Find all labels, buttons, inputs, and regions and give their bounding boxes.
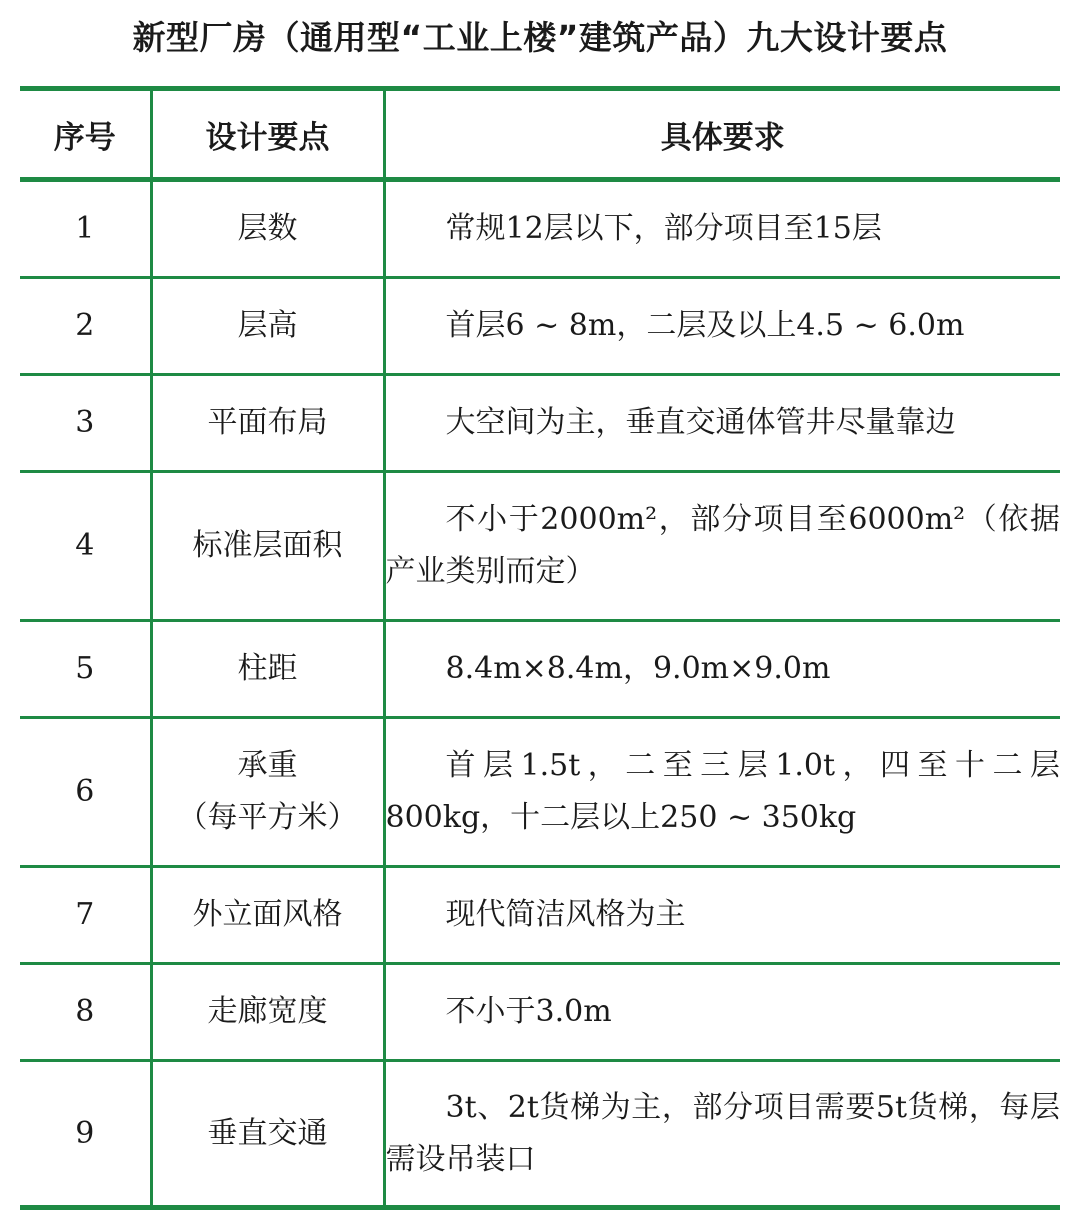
row-design-point	[151, 867, 384, 964]
row-requirement: 不小于3.0m	[384, 964, 1060, 1061]
header-requirement: 具体要求	[384, 89, 1060, 180]
design-point-text: 柱距	[237, 651, 298, 686]
row-number: 7	[20, 867, 151, 964]
table-header-row	[20, 89, 1060, 180]
table-row	[20, 472, 1060, 621]
row-requirement: 大空间为主，垂直交通体管井尽量靠边	[384, 375, 1060, 472]
design-point-text: 外立面风格	[192, 897, 343, 932]
table-row	[20, 1061, 1060, 1208]
page-title: 新型厂房（通用型“工业上楼”建筑产品）九大设计要点	[132, 18, 948, 57]
table-row	[20, 621, 1060, 718]
row-requirement: 常规12层以下，部分项目至15层	[384, 180, 1060, 278]
design-point-subtext: （每平方米）	[177, 800, 358, 835]
design-point-text: 层高	[237, 308, 298, 343]
row-number: 4	[20, 472, 151, 621]
table-row	[20, 180, 1060, 278]
row-requirement: 首层6 ~ 8m，二层及以上4.5 ~ 6.0m	[384, 278, 1060, 375]
row-design-point	[151, 375, 384, 472]
row-design-point	[151, 278, 384, 375]
design-points-table	[20, 86, 1060, 1210]
design-point-text: 垂直交通	[207, 1115, 328, 1151]
design-point-text: 标准层面积	[192, 528, 343, 563]
row-number: 1	[20, 180, 151, 278]
row-design-point	[151, 472, 384, 621]
row-design-point	[151, 621, 384, 718]
row-number: 3	[20, 375, 151, 472]
design-point-text: 走廊宽度	[207, 994, 328, 1029]
header-number: 序号	[20, 89, 151, 180]
row-design-point	[151, 964, 384, 1061]
table-row	[20, 867, 1060, 964]
row-number: 8	[20, 964, 151, 1061]
row-design-point	[151, 718, 384, 867]
header-design-point: 设计要点	[151, 89, 384, 180]
table-row	[20, 964, 1060, 1061]
row-number: 6	[20, 718, 151, 867]
design-point-text: 平面布局	[207, 405, 328, 440]
design-point-text: 承重	[237, 748, 298, 783]
row-requirement: 8.4m×8.4m，9.0m×9.0m	[384, 621, 1060, 718]
row-requirement: 不小于2000m²，部分项目至6000m²（依据产业类别而定）	[384, 472, 1060, 621]
row-design-point	[151, 1061, 384, 1208]
row-design-point	[151, 180, 384, 278]
table-row	[20, 718, 1060, 867]
row-number: 9	[20, 1061, 151, 1208]
design-point-text: 层数	[237, 211, 298, 246]
row-number: 2	[20, 278, 151, 375]
row-requirement: 首层1.5t，二至三层1.0t，四至十二层800kg，十二层以上250 ~ 350kg	[384, 718, 1060, 867]
table-row	[20, 278, 1060, 375]
row-requirement: 3t、2t货梯为主，部分项目需要5t货梯，每层需设吊装口	[384, 1061, 1060, 1208]
row-requirement: 现代简洁风格为主	[384, 867, 1060, 964]
table-row	[20, 375, 1060, 472]
row-number: 5	[20, 621, 151, 718]
